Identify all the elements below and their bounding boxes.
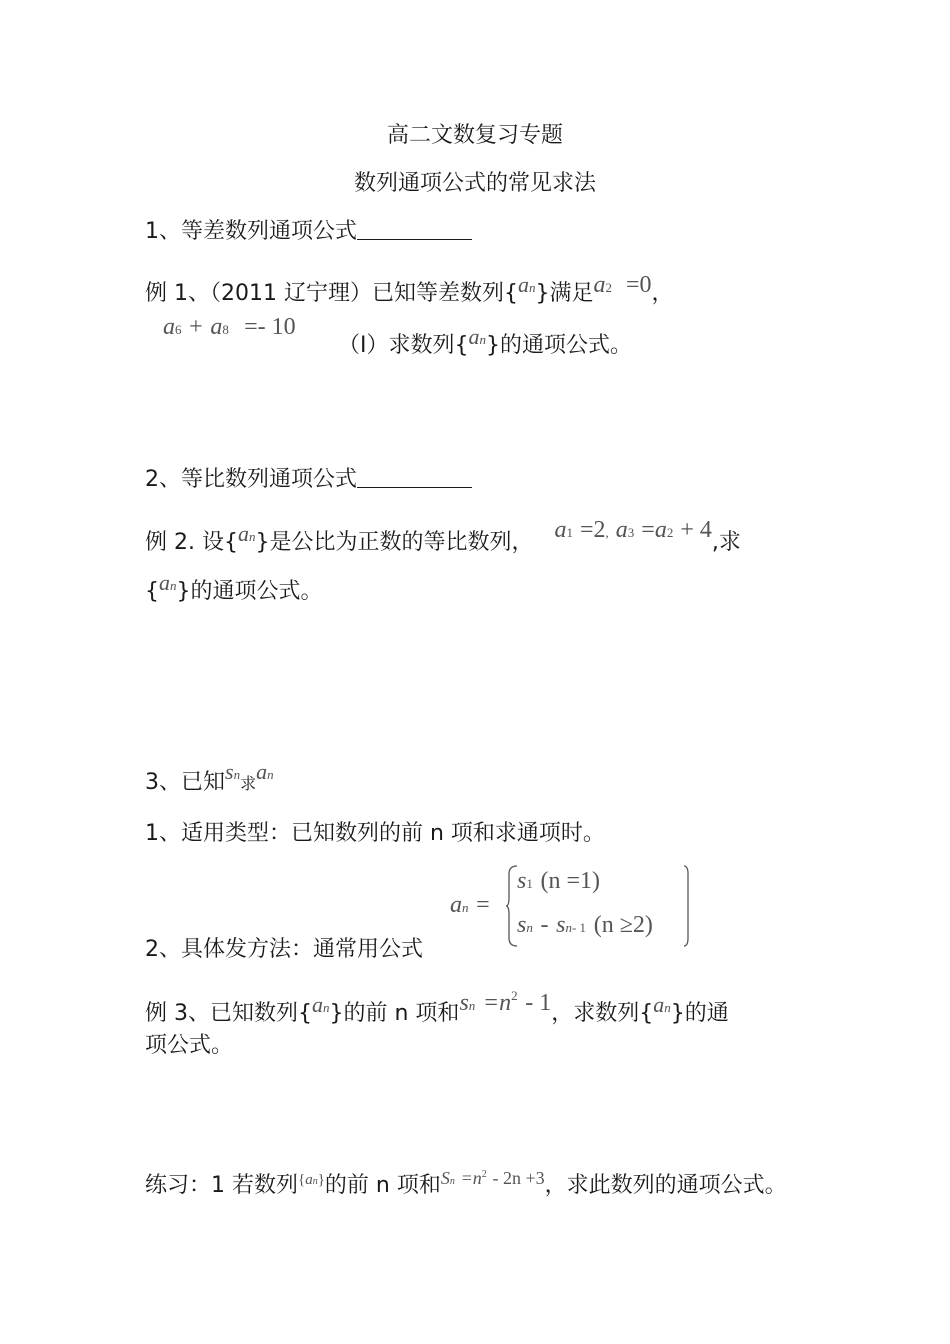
example-2-line-2 [145, 570, 323, 605]
term-a2: a [593, 272, 606, 298]
section-3-mid: 求 [240, 774, 257, 793]
sequence-subscript: n [248, 529, 256, 544]
sequence-subscript: n [267, 767, 274, 782]
example-1-question [338, 324, 632, 359]
example-3-formula: =n [482, 990, 512, 1016]
sequence-symbol: a [653, 992, 665, 1017]
sum-subscript: n [468, 998, 476, 1013]
example-2-post: }的通项公式。 [176, 579, 323, 604]
example-3-minus: - 1 [525, 990, 552, 1016]
section-2-heading [145, 462, 472, 493]
case-2-condition: (n ≥2) [593, 912, 653, 938]
brace-open: { [145, 579, 159, 604]
practice-formula: =n [460, 1168, 482, 1188]
page-title: 高二文数复习专题 [386, 123, 563, 148]
case-2-s: s [517, 912, 527, 938]
sum-subscript: n [449, 1176, 455, 1187]
example-2-intro: 例 2. 设{ [145, 530, 238, 555]
term-a3: a [615, 517, 628, 543]
section-2-heading-text: 2、等比数列通项公式 [145, 467, 357, 492]
method-type: 1、适用类型：已知数列的前 n 项和求通项时。 [145, 821, 605, 846]
sequence-symbol: a [312, 992, 323, 1017]
term-a2: a [654, 517, 667, 543]
practice-formula-tail: - 2n +3 [492, 1168, 545, 1188]
example-3-mid2: ，求数列{ [551, 1001, 654, 1026]
example-1-condition-text: }满足 [535, 281, 594, 306]
sequence-symbol: a [159, 570, 170, 595]
sum-symbol: s [225, 759, 234, 784]
example-1-intro: 例 1、（2011 辽宁理）已知等差数列{ [145, 281, 518, 306]
practice-intro: 练习：1 若数列 [145, 1173, 298, 1198]
formula-n: n [462, 900, 469, 915]
section-3-pre: 3、已知 [145, 770, 225, 795]
case-2: sn - sn- 1 (n ≥2) [517, 912, 653, 938]
case-1-s: s [517, 868, 527, 894]
section-1-heading [145, 214, 472, 245]
example-1-cond-1: =0 [625, 272, 652, 298]
right-brace-icon [682, 864, 692, 948]
sum-symbol: s [459, 990, 469, 1016]
example-2-cond-1: =2 [579, 517, 606, 543]
example-3-intro: 例 3、已知数列{ [145, 1001, 312, 1026]
answer-blank [357, 467, 472, 488]
example-3-line-1: 例 3、已知数列{an}的前 n 项和sn $=n^2 - 1$，求数列{an}的通 [145, 988, 729, 1026]
example-3-post: }的通 [670, 1001, 729, 1026]
comma: ， [651, 281, 674, 306]
example-3-mid: }的前 n 项和 [329, 1001, 460, 1026]
sequence-subscript: n [479, 332, 486, 347]
practice-mid: 的前 n 项和 [324, 1173, 441, 1198]
case-1: s1 (n =1) [517, 868, 601, 894]
term-a8: a [210, 314, 223, 340]
piecewise-formula: an = s1 (n =1) sn - sn- 1 (n ≥2) [450, 862, 700, 952]
sequence-symbol: a [517, 272, 529, 297]
example-1-equation: a6 + a8 =- 10 [163, 314, 296, 340]
sum-symbol: S [440, 1168, 450, 1188]
example-1-line-1: 例 1、（2011 辽宁理）已知等差数列{an}满足a2 =0， [145, 272, 674, 306]
sequence-symbol: a [256, 759, 268, 784]
section-1-heading-text: 1、等差数列通项公式 [145, 219, 357, 244]
formula-a: a [450, 892, 462, 918]
example-2-text: }是公比为正数的等比数列， [255, 530, 534, 555]
term-a6: a [163, 314, 175, 340]
sequence-subscript: n [170, 578, 177, 593]
sequence-subscript: n [312, 1176, 318, 1187]
section-3-heading [145, 759, 274, 796]
practice-post: ，求此数列的通项公式。 [544, 1173, 787, 1198]
example-2-cond-2: + 4 [680, 517, 712, 543]
page-subtitle: 数列通项公式的常见求法 [353, 171, 596, 196]
term-a1: a [554, 517, 567, 543]
example-2-line-1: 例 2. 设{an}是公比为正数的等比数列， a1 =2, a3 =a2 + 4,求 [145, 517, 741, 555]
case-2-s-prev: s [556, 912, 566, 938]
case-2-n: n [526, 920, 533, 935]
answer-blank [357, 219, 472, 240]
practice-line: 练习：1 若数列$^{\{an\}}$的前 n 项和$^{Sn =n^2 - 2n +3}$，求此数列的通项公式。 [145, 1168, 787, 1198]
sequence-symbol: a [468, 324, 480, 349]
case-1-condition: (n =1) [540, 868, 601, 894]
example-1-post: }的通项公式。 [486, 333, 632, 358]
example-2-end: ,求 [711, 530, 741, 555]
sum-subscript: n [233, 767, 241, 782]
example-1-part: （Ⅰ）求数列{ [338, 333, 469, 358]
sequence-symbol: a [305, 1172, 313, 1188]
sequence-subscript: n [664, 1000, 671, 1015]
example-3-line-2: 项公式。 [145, 1033, 234, 1058]
example-1-cond-2: =- 10 [244, 314, 296, 340]
sequence-subscript: n [528, 280, 536, 295]
method-approach: 2、具体发方法：通常用公式 [145, 937, 423, 962]
sequence-symbol: a [237, 521, 249, 546]
sequence-subscript: n [323, 1000, 330, 1015]
